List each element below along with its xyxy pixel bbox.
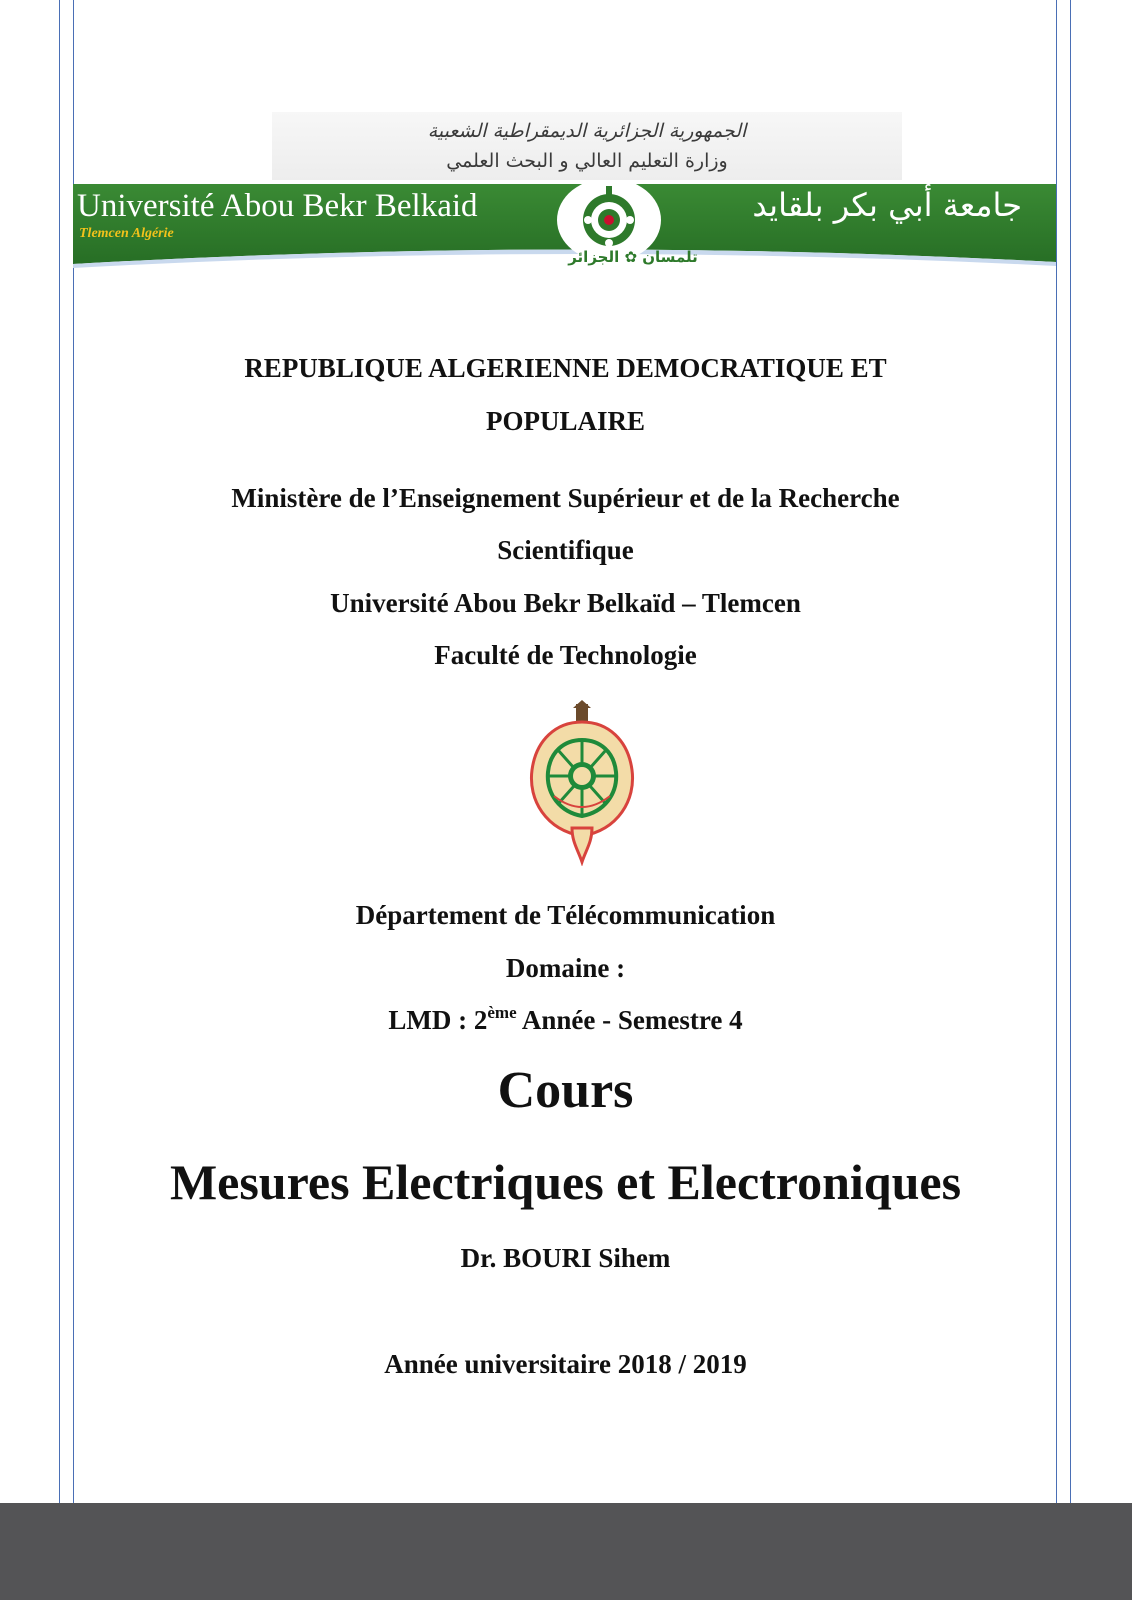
faculty-name: Faculté de Technologie [434,640,697,670]
arabic-ministry-line: وزارة التعليم العالي و البحث العلمي [446,150,728,172]
level-superscript: ème [487,1003,517,1022]
page-border-left-outer [59,0,60,1503]
republic-line-2: POPULAIRE [485,406,645,436]
level-prefix: LMD : 2 [388,1005,488,1035]
viewer-bottom-bar [0,1503,1132,1600]
banner-location-ar: تلمسان ✿ الجزائر [568,248,698,266]
course-label: Cours [497,1062,634,1119]
author-name: Dr. BOURI Sihem [460,1243,671,1273]
banner-emblem-icon [579,186,639,250]
level-line [73,1002,1058,1038]
domain-label: Domaine : [505,953,626,983]
university-banner [73,184,1056,274]
arabic-republic-line: الجمهورية الجزائرية الديمقراطية الشعبية [427,120,747,142]
department-name: Département de Télécommunication [355,900,776,930]
banner-university-name-ar: جامعة أبي بكر بلقايد [752,186,1022,224]
banner-location-fr: Tlemcen Algérie [79,226,174,241]
ministry-line-2: Scientifique [497,535,634,565]
republic-line-1: REPUBLIQUE ALGERIENNE DEMOCRATIQUE ET [244,353,887,383]
academic-year: Année universitaire 2018 / 2019 [384,1349,747,1379]
level-suffix: Année - Semestre 4 [516,1005,743,1035]
page-border-right-inner [1056,0,1057,1503]
page-border-right-outer [1070,0,1071,1503]
arabic-header [272,112,902,180]
university-emblem-icon [528,700,636,866]
course-title: Mesures Electriques et Electroniques [169,1154,962,1210]
university-name: Université Abou Bekr Belkaïd – Tlemcen [330,588,801,618]
banner-university-name-fr: Université Abou Bekr Belkaid [77,188,478,224]
ministry-line-1: Ministère de l’Enseignement Supérieur et de la Recherche [231,483,900,513]
